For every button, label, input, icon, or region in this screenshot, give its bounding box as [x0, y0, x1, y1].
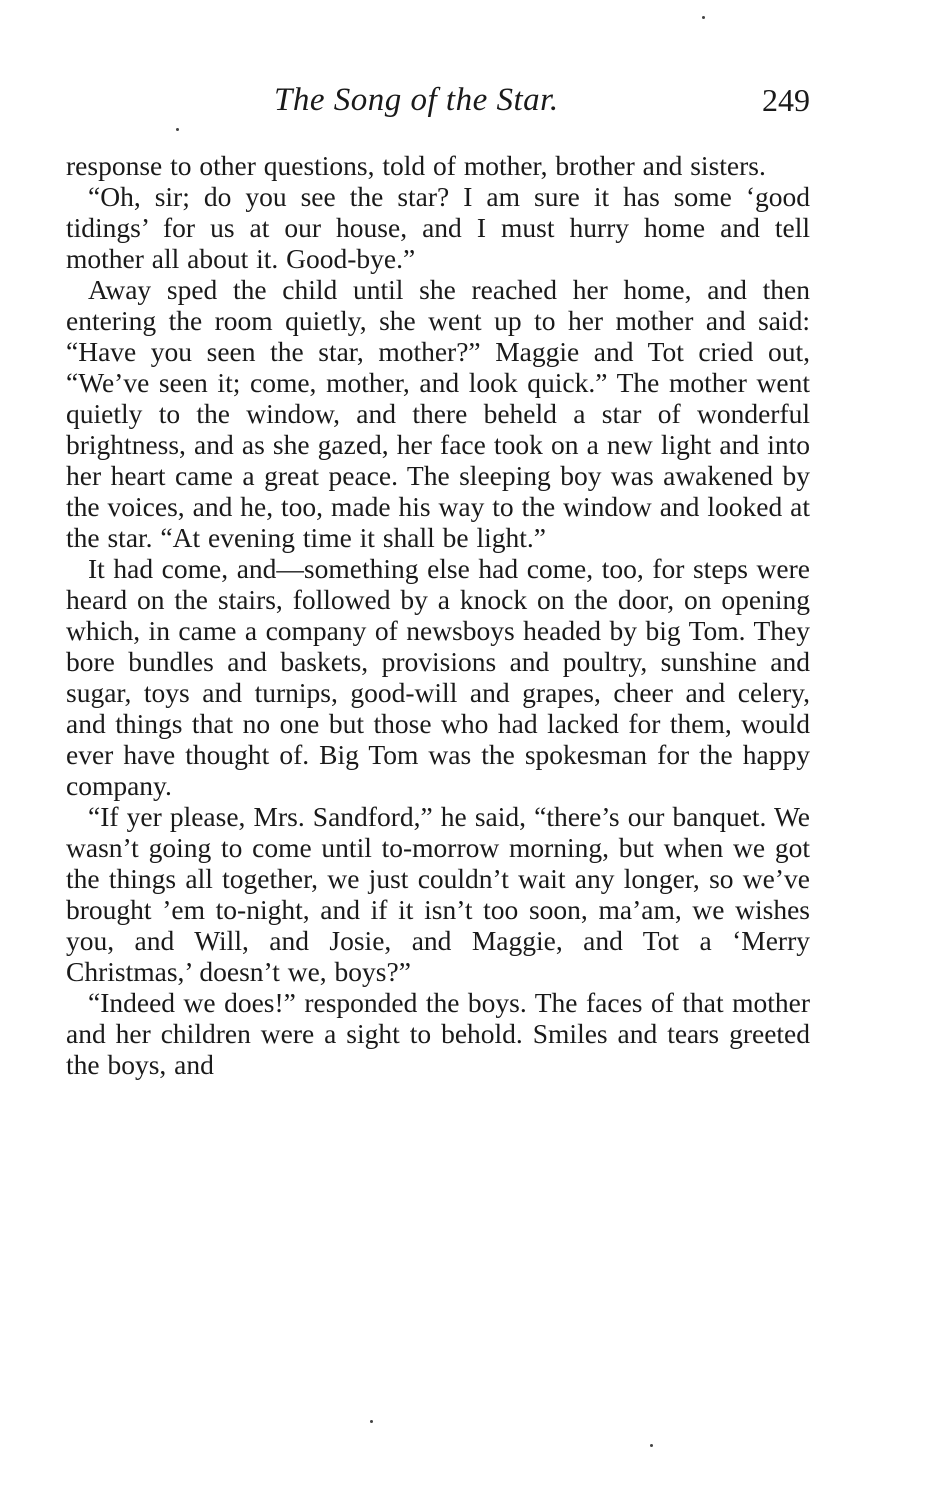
page-number: 249: [762, 82, 810, 118]
print-speck: [176, 128, 179, 131]
running-title: The Song of the Star.: [274, 82, 559, 118]
paragraph: “If yer please, Mrs. Sandford,” he said, “there’s our banquet. We wasn’t going to come until to-morrow morning, but when we got the things all together, we just couldn’t wait any longer, so we’ve brought ’em to-night, and if it isn’t too soon, ma’am, we wishes you, and Will, and Josie, and Maggie, and Tot a ‘Merry Christmas,’ doesn’t we, boys?”: [66, 801, 810, 987]
print-speck: [370, 1420, 373, 1423]
paragraph: “Indeed we does!” responded the boys. The faces of that mother and her children were a sight to behold. Smiles and tears greeted the boys, and: [66, 987, 810, 1080]
page-header: [66, 82, 810, 126]
print-speck: [650, 1444, 653, 1447]
paragraph: Away sped the child until she reached her home, and then entering the room quietly, she went up to her mother and said: “Have you seen the star, mother?” Maggie and Tot cried out, “We’ve seen it; come, mother, and look quick.” The mother went quietly to the window, and there beheld a star of wonderful brightness, and as she gazed, her face took on a new light and into her heart came a great peace. The sleeping boy was awakened by the voices, and he, too, made his way to the window and looked at the star. “At evening time it shall be light.”: [66, 274, 810, 553]
print-speck: [702, 16, 705, 19]
paragraph: It had come, and—something else had come, too, for steps were heard on the stairs, followed by a knock on the door, on opening which, in came a company of newsboys headed by big Tom. They bore bundles and baskets, provisions and poultry, sunshine and sugar, toys and turnips, good-will and grapes, cheer and celery, and things that no one but those who had lacked for them, would ever have thought of. Big Tom was the spokesman for the happy company.: [66, 553, 810, 801]
body-text: [66, 150, 810, 1080]
paragraph-continuation: response to other questions, told of mother, brother and sisters.: [66, 150, 766, 181]
paragraph: “Oh, sir; do you see the star? I am sure it has some ‘good tidings’ for us at our house, and I must hurry home and tell mother all about it. Good-bye.”: [66, 181, 810, 274]
